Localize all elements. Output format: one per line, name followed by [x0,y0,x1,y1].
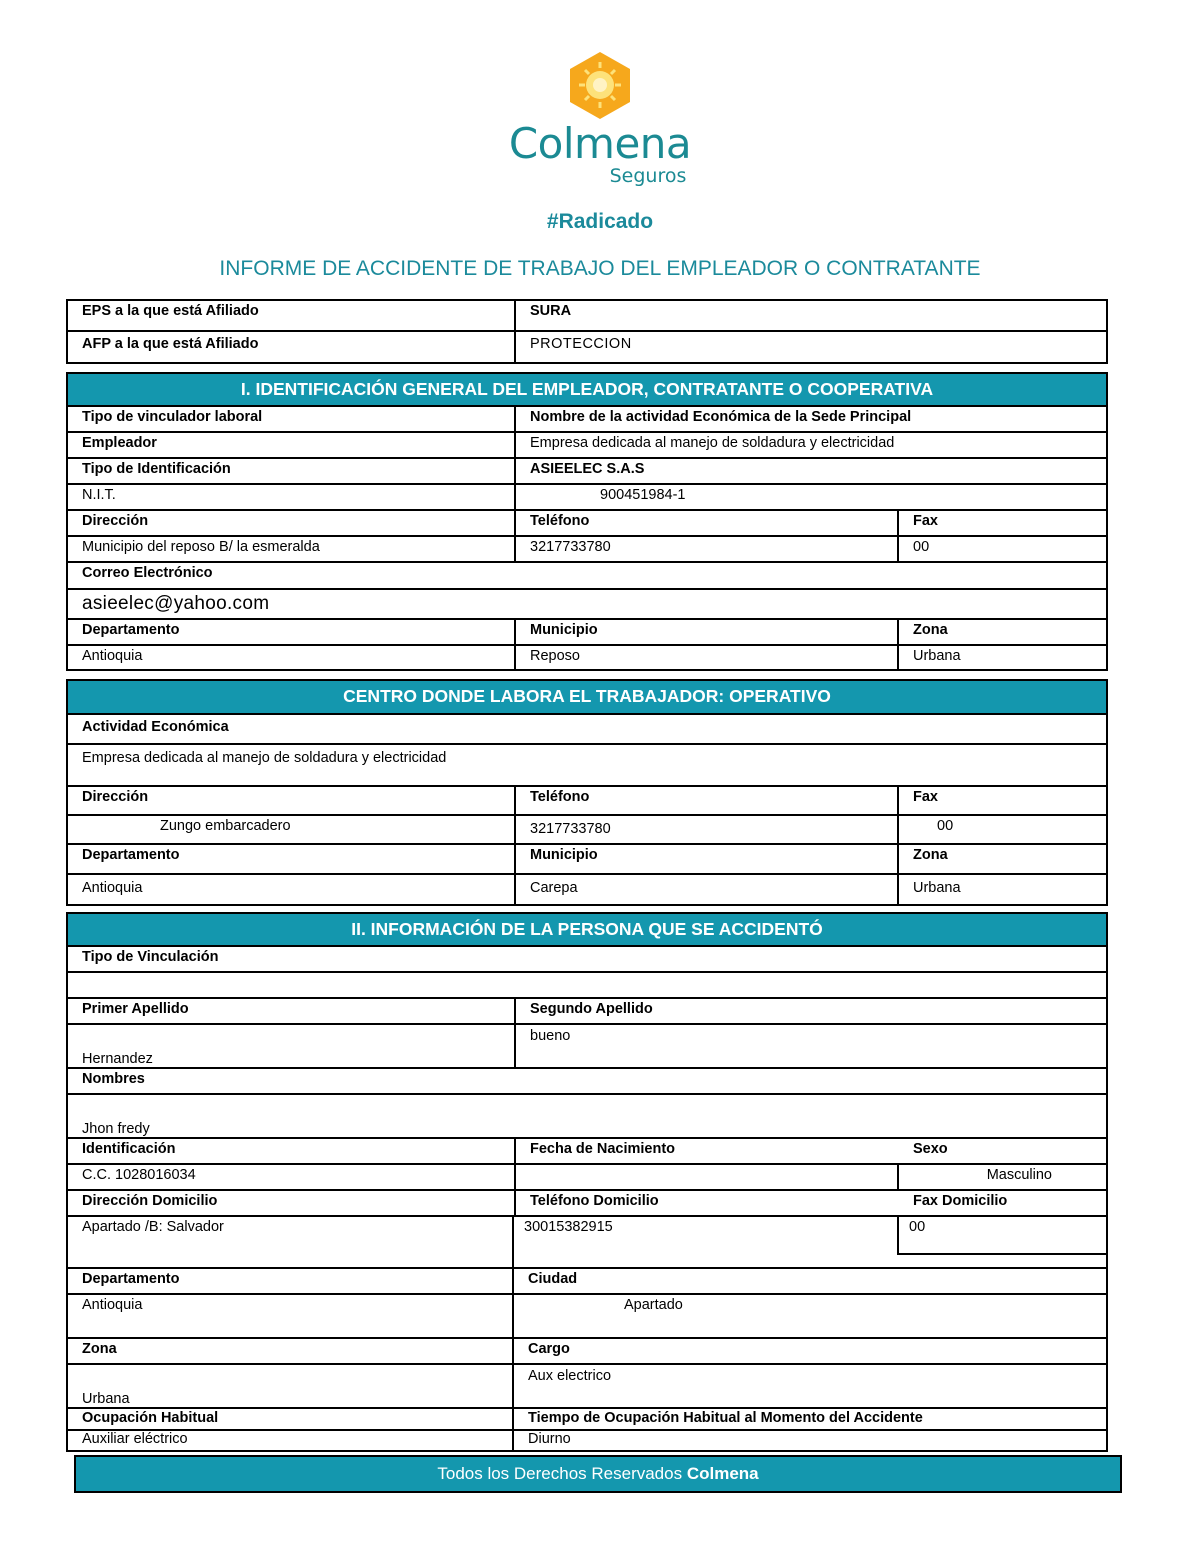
tel-dom-value: 30015382915 [512,1217,897,1267]
segundo-apellido-value: bueno [514,1025,1106,1067]
nit-value: 900451984-1 [514,485,1106,509]
cargo-value: Aux electrico [512,1365,1106,1407]
persona-zona-value: Urbana [82,1391,130,1407]
fax-value: 00 [897,537,1106,561]
fax-dom-value: 00 [897,1217,1106,1255]
identificacion-label: Identificación [82,1141,176,1157]
tipo-vinculacion-value [68,973,1106,997]
affiliation-table [66,299,1108,364]
centro-zona-label: Zona [897,845,1106,873]
section-employer [66,372,1108,671]
logo [0,50,1200,186]
empleador-label: Empleador [82,435,157,451]
primer-apellido-label: Primer Apellido [82,1001,189,1017]
radicado: #Radicado [546,210,654,233]
section-person-header: II. INFORMACIÓN DE LA PERSONA QUE SE ACCIDENTÓ [68,914,1106,947]
actividad-sede-label: Nombre de la actividad Económica de la Sede Principal [514,407,1106,431]
persona-departamento-value: Antioquia [82,1297,143,1313]
afp-label: AFP a la que está Afiliado [82,336,259,352]
zona-label: Zona [897,620,1106,644]
departamento-value: Antioquia [82,648,143,664]
nombres-value: Jhon fredy [82,1121,150,1137]
segundo-apellido-label: Segundo Apellido [514,999,1106,1023]
centro-zona-value: Urbana [897,875,1106,904]
brand-name: Colmena [508,119,692,168]
centro-fax-label: Fax [897,787,1106,814]
municipio-label: Municipio [514,620,897,644]
afp-value: PROTECCION [514,332,1106,362]
centro-telefono-value: 3217733780 [514,816,897,843]
primer-apellido-value: Hernandez [82,1051,153,1067]
section-work-center-header: CENTRO DONDE LABORA EL TRABAJADOR: OPERATIVO [68,681,1106,715]
centro-departamento-value: Antioquia [82,880,143,896]
section-person [66,912,1108,1452]
dir-dom-label: Dirección Domicilio [82,1193,218,1209]
eps-label: EPS a la que está Afiliado [82,303,259,319]
persona-zona-label: Zona [82,1341,117,1357]
ocupacion-value: Auxiliar eléctrico [82,1431,188,1447]
ciudad-label: Ciudad [512,1269,1106,1293]
tipo-id-label: Tipo de Identificación [82,461,231,477]
persona-departamento-label: Departamento [82,1271,180,1287]
colmena-hexagon-icon [567,50,633,120]
dir-dom-value: Apartado /B: Salvador [82,1219,224,1235]
centro-telefono-label: Teléfono [514,787,897,814]
empresa-nombre: ASIEELEC S.A.S [514,459,1106,483]
centro-departamento-label: Departamento [82,847,180,863]
correo-value: asieelec@yahoo.com [82,593,270,614]
ciudad-value: Apartado [512,1295,1106,1337]
actividad-label: Actividad Económica [82,719,229,735]
ocupacion-label: Ocupación Habitual [82,1410,219,1426]
fecha-nac-label: Fecha de Nacimiento [514,1139,899,1163]
page-title: INFORME DE ACCIDENTE DE TRABAJO DEL EMPLEADOR O CONTRATANTE [219,257,981,280]
zona-value: Urbana [897,646,1106,669]
municipio-value: Reposo [514,646,897,669]
footer [74,1455,1122,1493]
nombres-label: Nombres [82,1071,145,1087]
tipo-vinculador-label: Tipo de vinculador laboral [82,409,263,425]
eps-value: SURA [514,301,1106,330]
telefono-value: 3217733780 [514,537,897,561]
fax-dom-label: Fax Domicilio [913,1193,1008,1209]
section-employer-header: I. IDENTIFICACIÓN GENERAL DEL EMPLEADOR, CONTRATANTE O COOPERATIVA [68,374,1106,407]
fax-label: Fax [897,511,1106,535]
tel-dom-label: Teléfono Domicilio [514,1191,899,1215]
tiempo-value: Diurno [512,1431,1106,1450]
tipo-id-value: N.I.T. [82,487,116,503]
sexo-label: Sexo [913,1141,948,1157]
centro-fax-value: 00 [897,816,1106,843]
centro-direccion-label: Dirección [82,789,149,805]
actividad-sede-value: Empresa dedicada al manejo de soldadura y electricidad [514,433,1106,457]
cargo-label: Cargo [512,1339,1106,1363]
fecha-nac-value [514,1165,899,1189]
centro-municipio-label: Municipio [514,845,897,873]
brand-sub: Seguros [609,165,687,187]
centro-municipio-value: Carepa [514,875,897,904]
telefono-label: Teléfono [514,511,897,535]
correo-label: Correo Electrónico [82,565,213,581]
direccion-value: Municipio del reposo B/ la esmeralda [82,539,320,555]
actividad-value: Empresa dedicada al manejo de soldadura y electricidad [82,750,447,766]
departamento-label: Departamento [82,622,180,638]
section-work-center [66,679,1108,906]
tipo-vinculacion-label: Tipo de Vinculación [82,949,219,965]
sexo-value: Masculino [897,1165,1106,1189]
identificacion-value: C.C. 1028016034 [82,1167,196,1183]
footer-brand: Colmena [686,1464,759,1483]
direccion-label: Dirección [82,513,149,529]
footer-text: Todos los Derechos Reservados [437,1464,687,1483]
centro-direccion-value: Zungo embarcadero [160,818,291,834]
tiempo-label: Tiempo de Ocupación Habitual al Momento del Accidente [512,1409,1106,1429]
